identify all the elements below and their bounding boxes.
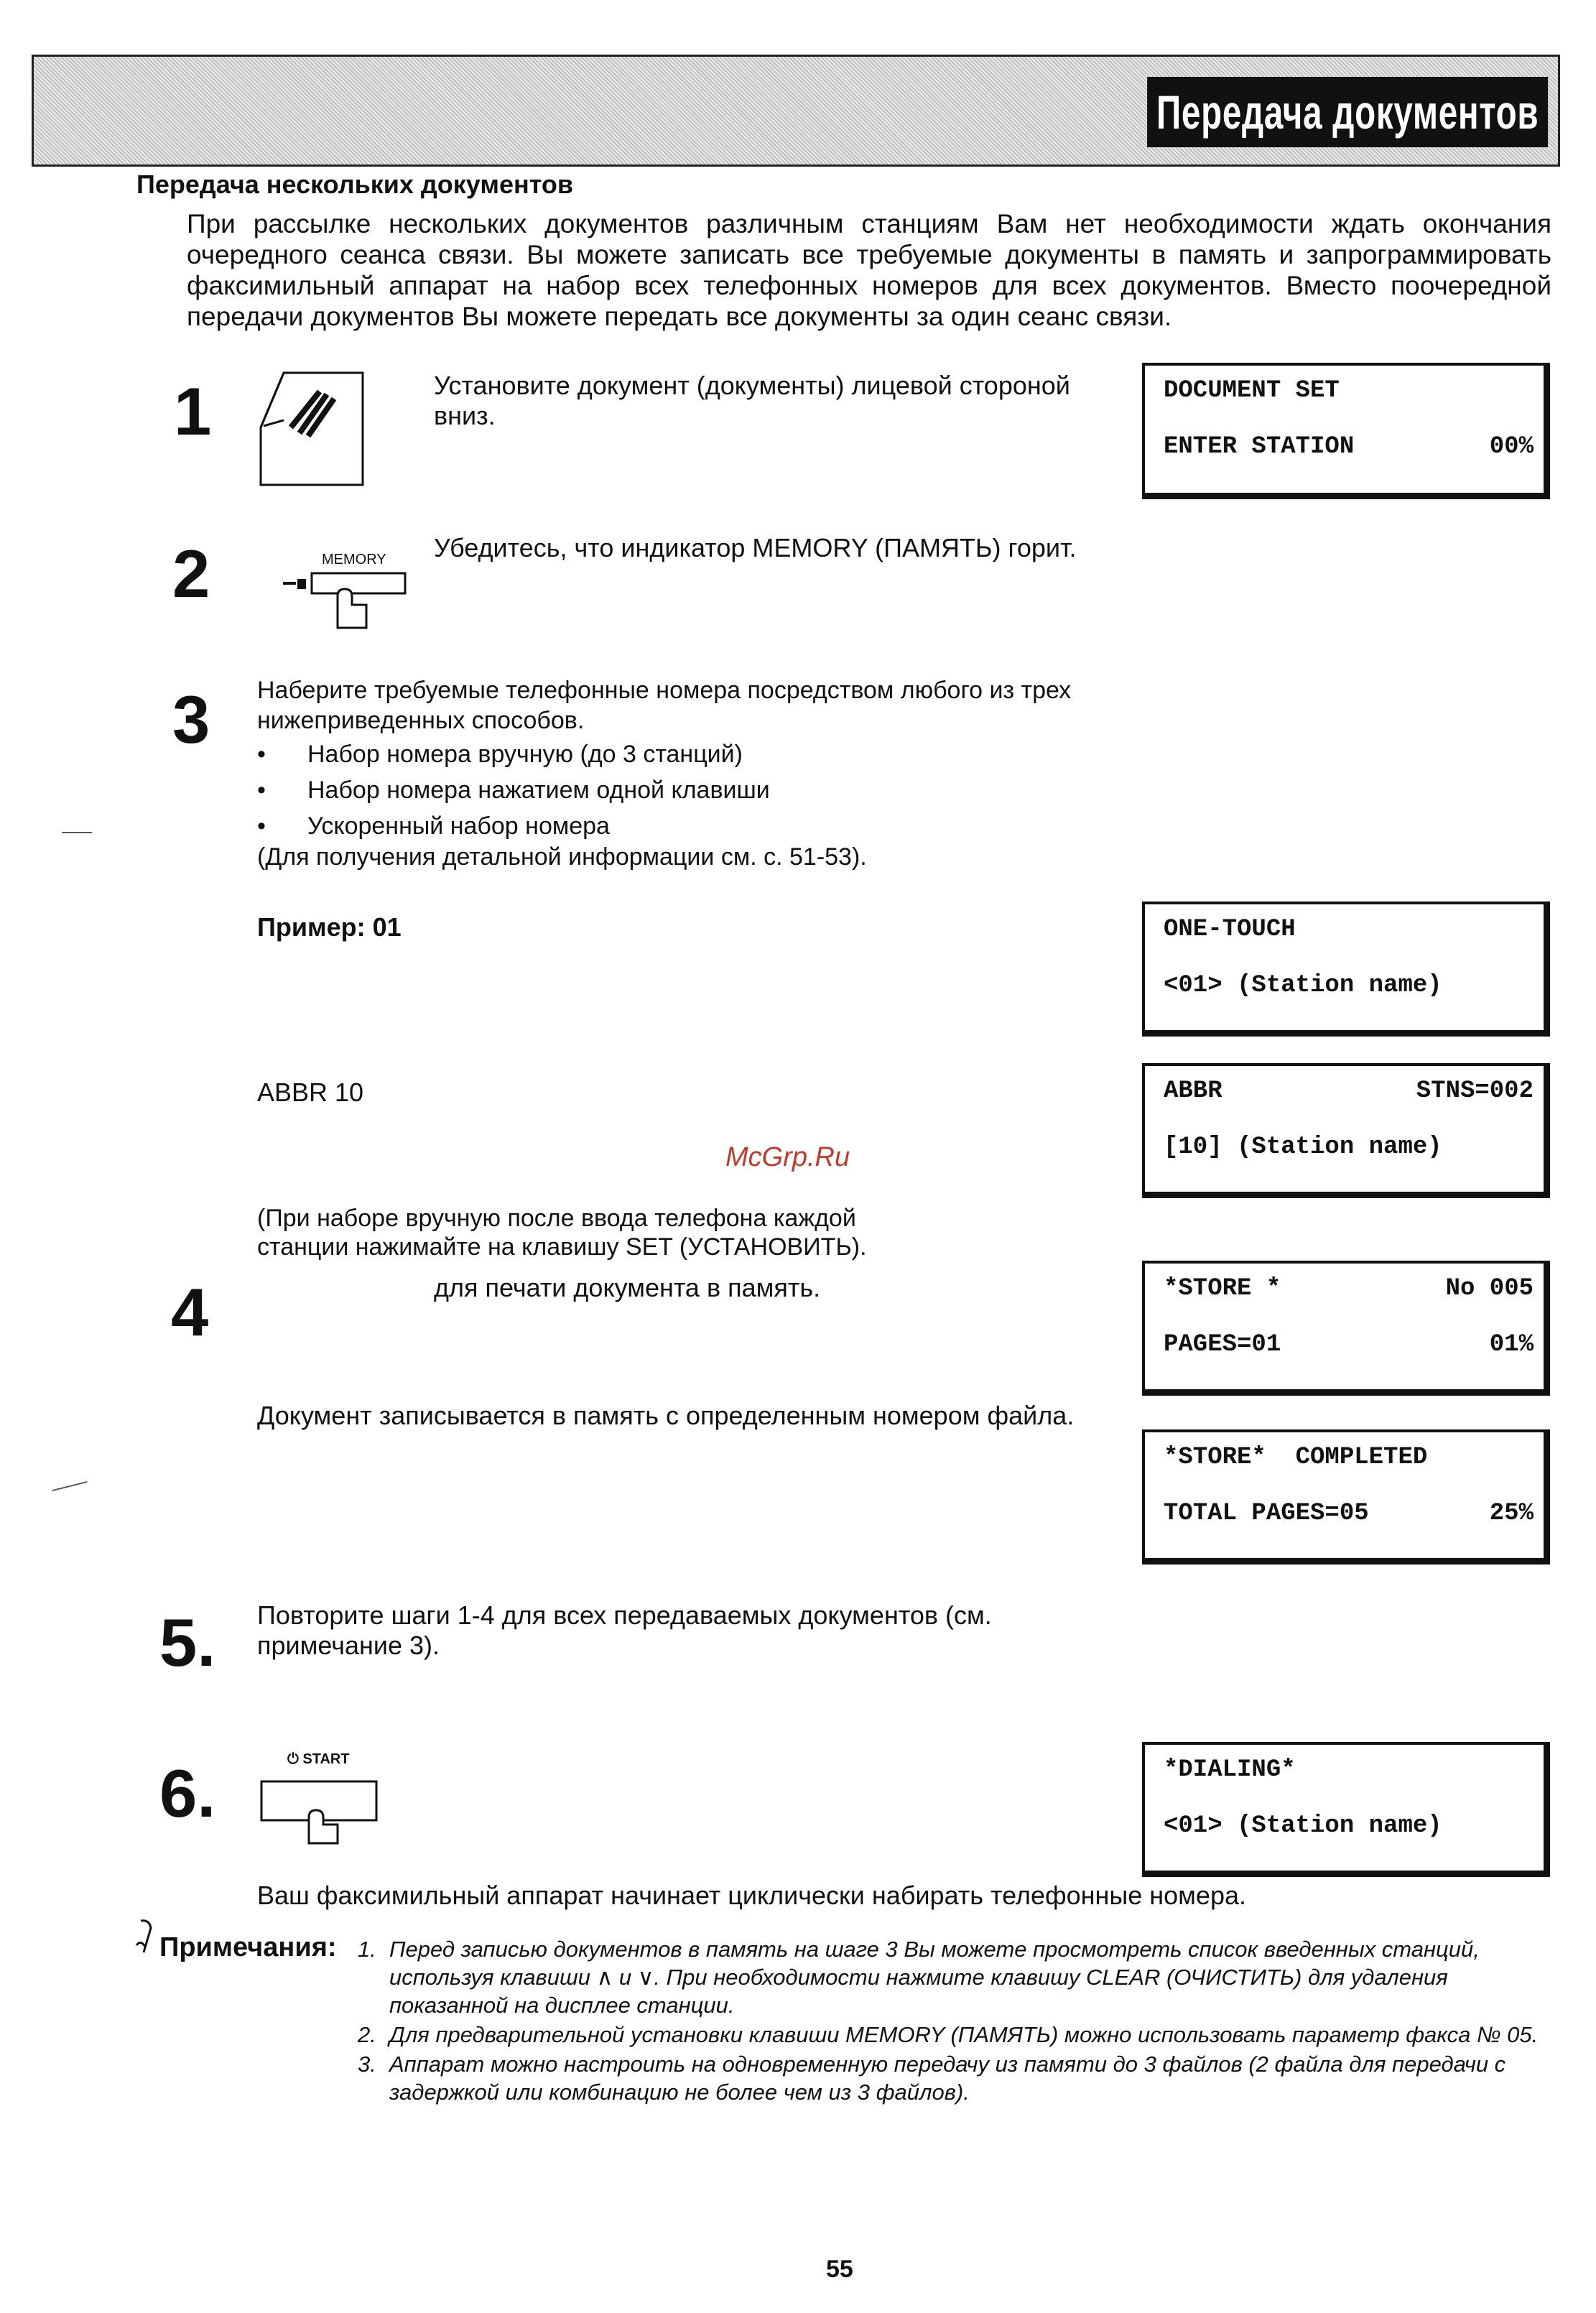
step-1-text: Установите документ (документы) лицевой стороной вниз. — [434, 371, 1070, 430]
abbr-label: ABBR 10 — [257, 1077, 364, 1107]
step-4-number: 4 — [171, 1274, 209, 1350]
note-pencil-icon — [134, 1918, 158, 1955]
step-1-number: 1 — [174, 374, 212, 449]
lcd-4-percent: 01% — [1489, 1331, 1534, 1358]
list-item: • Набор номера вручную (до 3 станций) — [257, 736, 1047, 772]
manual-dial-note: (При наборе вручную после ввода телефона каждой станции нажимайте на клавишу SET (УСТАНОВИТЬ). — [257, 1205, 867, 1261]
step-6-number: 6. — [159, 1756, 216, 1831]
list-item: • Ускоренный набор номера — [257, 808, 1047, 844]
start-icon: ⏻ — [287, 1751, 303, 1767]
lcd-display-3 — [1142, 1063, 1550, 1198]
notes-list — [345, 1935, 1551, 2108]
document-feed-icon — [255, 370, 370, 488]
lcd-display-5 — [1142, 1429, 1550, 1565]
watermark: McGrp.Ru — [725, 1142, 850, 1172]
step-4-result: Документ записывается в память с определенным номером файла. — [257, 1401, 1075, 1430]
step-2-text: Убедитесь, что индикатор MEMORY (ПАМЯТЬ) горит. — [434, 533, 1077, 562]
notes-label: Примечания: — [159, 1932, 337, 1962]
step-2-number: 2 — [172, 536, 210, 611]
lcd-4-line-2: PAGES=01 — [1164, 1331, 1281, 1358]
lcd-3-line-1: ABBR — [1164, 1077, 1222, 1105]
header-bar — [32, 55, 1560, 167]
step-4-text: для печати документа в память. — [434, 1273, 821, 1302]
step-3-number: 3 — [172, 682, 210, 757]
lcd-display-4 — [1142, 1261, 1550, 1396]
step-5-number: 5. — [159, 1605, 216, 1680]
lcd-1-line-1: DOCUMENT SET — [1164, 377, 1340, 404]
page-number: 55 — [826, 2256, 853, 2283]
note-item: 3. Аппарат можно настроить на одновременную передачу из памяти до 3 файлов (2 файла для передачи с задержкой или комбинацию не более чем из 3 файлов). — [358, 2052, 1506, 2105]
step-5-text: Повторите шаги 1-4 для всех передаваемых документов (см. примечание 3). — [257, 1600, 992, 1660]
intro-paragraph: При рассылке нескольких документов различным станциям Вам нет необходимости ждать окончания очередного сеанса связи. Вы можете записать все требуемые документы в память и запрограммировать факсимильный аппарат на набор всех телефонных номеров для всех документов. Вместо поочередной передачи документов Вы можете передать все документы за один сеанс связи. — [187, 209, 1551, 331]
scan-mark — [62, 832, 92, 833]
lcd-display-1 — [1142, 363, 1550, 499]
example-label: Пример: 01 — [257, 912, 402, 942]
method-list — [257, 736, 1047, 844]
step-6-text: Ваш факсимильный аппарат начинает циклически набирать телефонные номера. — [257, 1881, 1246, 1910]
lcd-2-line-1: ONE-TOUCH — [1164, 916, 1296, 943]
lcd-5-percent: 25% — [1489, 1500, 1534, 1527]
note-item: 1. Перед записью документов в память на шаге 3 Вы можете просмотреть список введенных станций, используя клавиши ∧ и ∨. При необходимости нажмите клавишу CLEAR (ОЧИСТИТЬ) для удаления показанной на дисплее станции. — [358, 1937, 1480, 2018]
scan-mark — [52, 1481, 88, 1491]
page-title: Передача документов — [1147, 77, 1548, 147]
lcd-display-2 — [1142, 901, 1550, 1037]
lcd-4-line-1: *STORE * — [1164, 1275, 1281, 1302]
start-key-icon — [259, 1774, 381, 1846]
lcd-2-line-2: <01> (Station name) — [1164, 972, 1442, 999]
lcd-6-line-1: *DIALING* — [1164, 1756, 1296, 1784]
lcd-5-line-2: TOTAL PAGES=05 — [1164, 1500, 1369, 1527]
lcd-3-line-2: [10] (Station name) — [1164, 1134, 1442, 1161]
list-item: • Набор номера нажатием одной клавиши — [257, 772, 1047, 808]
lcd-4-file-number: No 005 — [1445, 1275, 1534, 1302]
lcd-display-6 — [1142, 1742, 1550, 1877]
step-3-reference: (Для получения детальной информации см. с. 51-53). — [257, 843, 867, 871]
memory-key-icon — [280, 567, 409, 632]
start-key-label: ⏻ START — [287, 1751, 350, 1767]
step-3-text: Наберите требуемые телефонные номера посредством любого из трех нижеприведенных способов. — [257, 677, 1072, 734]
lcd-3-stations: STNS=002 — [1416, 1077, 1534, 1105]
section-title: Передача нескольких документов — [136, 170, 574, 199]
lcd-1-line-2: ENTER STATION — [1164, 433, 1355, 460]
lcd-1-percent: 00% — [1489, 433, 1534, 460]
lcd-5-line-1: *STORE* COMPLETED — [1164, 1444, 1428, 1471]
memory-key-label: MEMORY — [322, 552, 386, 567]
note-item: 2. Для предварительной установки клавиши MEMORY (ПАМЯТЬ) можно использовать параметр факса № 05. — [358, 2022, 1539, 2047]
lcd-6-line-2: <01> (Station name) — [1164, 1812, 1442, 1840]
